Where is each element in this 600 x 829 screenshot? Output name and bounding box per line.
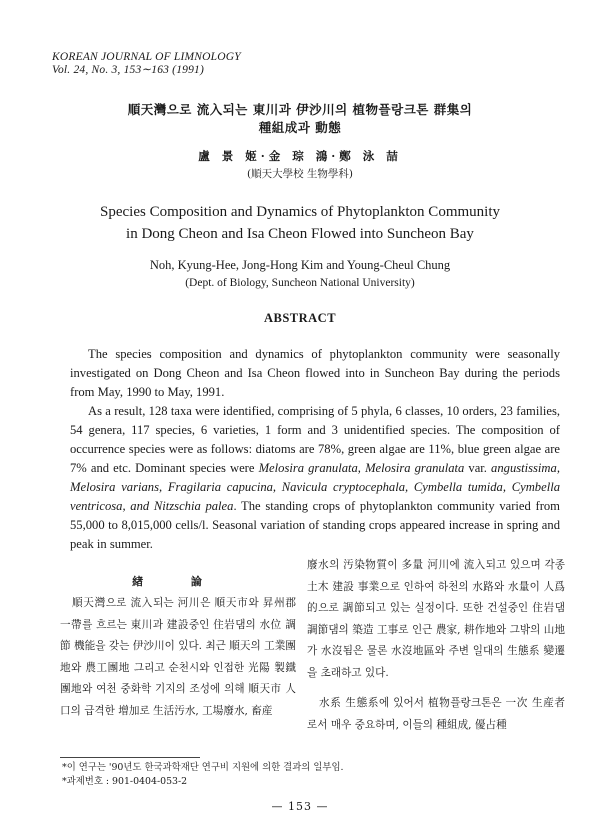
abstract-paragraph-1: The species composition and dynamics of phytoplankton community were seasonally investigated on Dong Cheon and Isa Cheon flowed into in Suncheon Bay during the periods from May, 1990 to May, 1991.	[70, 347, 560, 399]
english-affiliation: (Dept. of Biology, Suncheon National University)	[185, 277, 415, 289]
species-name: angustissima, Melosira varians, Fragilaria capucina, Navicula cryptocephala, Cymbella tumida, Cymbella ventricosa, and Nitzschia palea	[70, 461, 560, 513]
abstract-text: As a result, 128 taxa were identified, comprising of 5 phyla, 6 classes, 10 orders, 23 families, 54 genera, 117 species, 6 varieties, 1 form and 3 unidentified species. The composition of occurrence species were as follows: diatoms are 78%, green algae are 11%, blue green algae are 7% and etc. Dominant species were	[70, 404, 560, 475]
korean-affiliation: (順天大學校 生物學科)	[246, 168, 354, 180]
abstract-body	[70, 345, 560, 554]
korean-title-line2: 種組成과 動態	[258, 120, 342, 135]
abstract-text: var.	[464, 461, 492, 475]
introduction-heading: 緖 論	[132, 575, 224, 588]
abstract-heading: ABSTRACT	[263, 311, 337, 325]
body-column-right	[307, 555, 565, 736]
english-title	[0, 201, 600, 245]
intro-paragraph: 順天灣으로 流入되는 河川은 順天市와 昇州郡 一帶를 흐르는 東川과 建設중인 住岩댐의 水位 調節 機能을 갖는 伊沙川이 있다. 최근 順天의 工業團地와 農工團地 그리고 순천시와 인접한 光陽 製鐵團地와 여천 중화학 기지의 조성에 의해 順天市 人口의 급격한 增加로 生活汚水, 工場廢水, 畜産	[60, 597, 296, 717]
english-authors: Noh, Kyung-Hee, Jong-Hong Kim and Young-Cheul Chung	[149, 258, 451, 272]
korean-authors: 盧 景 姬·金 琮 鴻·鄭 泳 喆	[198, 149, 402, 163]
species-name: Melosira granulata,	[258, 461, 361, 475]
footnote-funding: *이 연구는 '90년도 한국과학재단 연구비 지원에 의한 결과의 일부임.	[62, 762, 344, 773]
korean-title-line1: 順天灣으로 流入되는 東川과 伊沙川의 植物플랑크톤 群集의	[127, 102, 473, 117]
body-column-left	[60, 593, 296, 722]
intro-paragraph: 水系 生態系에 있어서 植物플랑크톤은 一次 生産者로서 매우 중요하며, 이들의 種組成, 優占種	[307, 697, 565, 731]
journal-citation: Vol. 24, No. 3, 153∼163 (1991)	[52, 64, 205, 76]
footnote-project-number: *과제번호 : 901-0404-053-2	[62, 776, 188, 787]
english-title-line1: Species Composition and Dynamics of Phytoplankton Community	[100, 204, 500, 220]
abstract-paragraph-2	[70, 402, 560, 554]
page-number: — 153 —	[271, 800, 329, 813]
abstract-text: . The standing crops of phytoplankton community varied from 55,000 to 8,015,000 cells/l. Seasonal variation of standing crops appeared increase in spring and peak in summer.	[70, 499, 560, 551]
species-name: Melosira granulata	[365, 461, 465, 475]
english-title-line2: in Dong Cheon and Isa Cheon Flowed into Suncheon Bay	[126, 226, 474, 242]
footnote-rule	[60, 757, 200, 758]
journal-name: KOREAN JOURNAL OF LIMNOLOGY	[52, 51, 241, 63]
journal-header	[52, 51, 241, 77]
intro-paragraph: 廢水의 汚染物質이 多量 河川에 流入되고 있으며 각종 土木 建設 事業으로 인하여 하천의 水路와 水量이 人爲的으로 調節되고 있는 실정이다. 또한 건설중인 住岩댐 調節댐의 築造 工事로 인근 農家, 耕作地와 그밖의 山地가 水沒됨은 물론 水沒地區와 주변 일대의 生態系 變遷을 초래하고 있다.	[307, 559, 565, 679]
